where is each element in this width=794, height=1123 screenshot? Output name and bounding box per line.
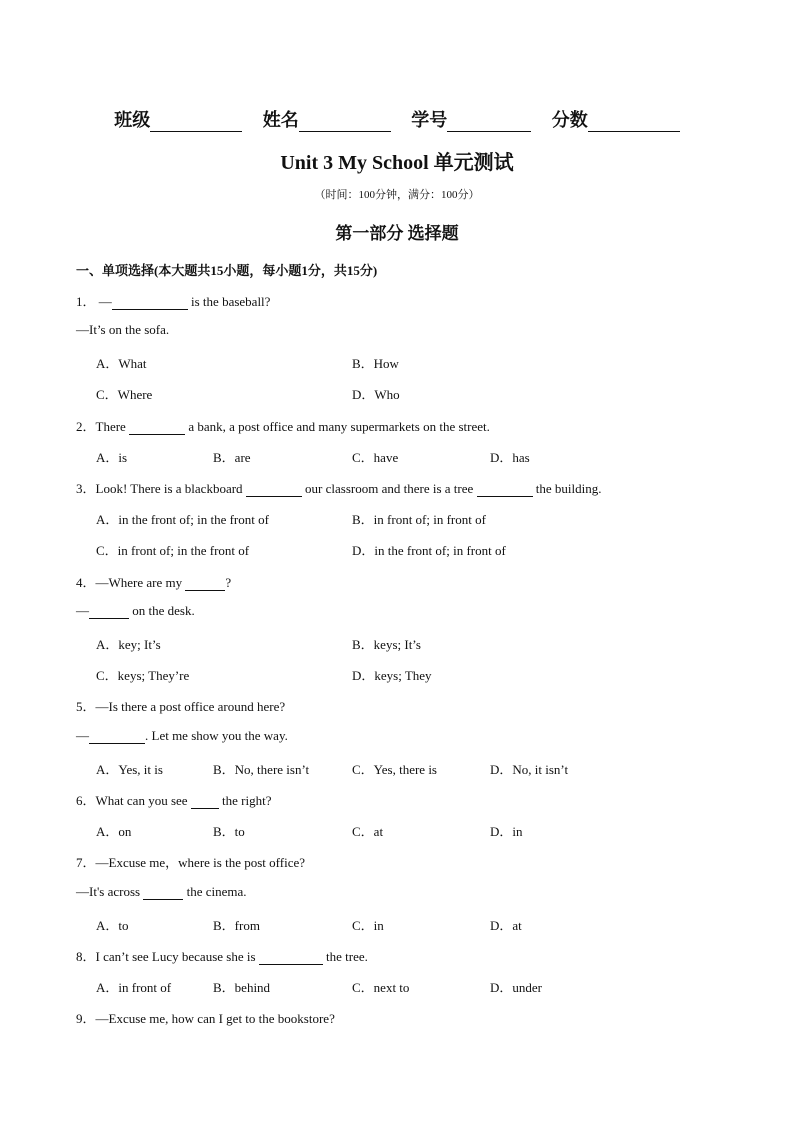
- exam-info: （时间：100分钟，满分：100分）: [314, 189, 480, 201]
- answer-blank[interactable]: [191, 794, 219, 809]
- option-d[interactable]: D．keys; They: [352, 668, 432, 683]
- question-4: 4．—Where are my ?: [76, 575, 232, 590]
- option-a[interactable]: A．key; It’s: [96, 637, 161, 652]
- option-d[interactable]: D．Who: [352, 387, 400, 402]
- option-b[interactable]: B．from: [213, 918, 260, 933]
- option-b[interactable]: B．to: [213, 824, 245, 839]
- answer-blank[interactable]: [477, 482, 533, 497]
- option-b[interactable]: B．are: [213, 450, 251, 465]
- option-d[interactable]: D．at: [490, 918, 522, 933]
- option-b[interactable]: B．No, there isn’t: [213, 762, 310, 777]
- question-1: 1． — is the baseball?: [76, 294, 271, 309]
- score-blank[interactable]: [588, 113, 680, 132]
- option-c[interactable]: C．in: [352, 918, 384, 933]
- option-a[interactable]: A．What: [96, 356, 147, 371]
- option-d[interactable]: D．in: [490, 824, 523, 839]
- answer-blank[interactable]: [89, 604, 129, 619]
- option-c[interactable]: C．keys; They’re: [96, 668, 190, 683]
- part-title: 第一部分 选择题: [335, 224, 459, 243]
- answer-blank[interactable]: [129, 420, 185, 435]
- option-c[interactable]: C．Yes, there is: [352, 762, 437, 777]
- option-b[interactable]: B．in front of; in front of: [352, 512, 486, 527]
- question-2: 2．There a bank, a post office and many supermarkets on the street.: [76, 419, 490, 434]
- page-title: Unit 3 My School 单元测试: [280, 152, 514, 174]
- option-c[interactable]: C．have: [352, 450, 399, 465]
- option-b[interactable]: B．How: [352, 356, 399, 371]
- option-d[interactable]: D．in the front of; in front of: [352, 543, 506, 558]
- question-7-reply: —It's across the cinema.: [76, 884, 247, 899]
- question-5-reply: — . Let me show you the way.: [76, 728, 288, 743]
- class-blank[interactable]: [150, 113, 242, 132]
- answer-blank[interactable]: [246, 482, 302, 497]
- option-c[interactable]: C．Where: [96, 387, 153, 402]
- question-5: 5．—Is there a post office around here?: [76, 699, 286, 714]
- question-4-reply: — on the desk.: [76, 603, 195, 618]
- answer-blank[interactable]: [259, 950, 323, 965]
- answer-blank[interactable]: [112, 295, 188, 310]
- question-8: 8．I can’t see Lucy because she is the tree.: [76, 949, 368, 964]
- answer-blank[interactable]: [185, 576, 225, 591]
- score-field[interactable]: 分数: [552, 106, 680, 132]
- question-6: 6．What can you see the right?: [76, 793, 272, 808]
- question-1-reply: —It’s on the sofa.: [76, 322, 170, 337]
- question-7: 7．—Excuse me，where is the post office?: [76, 855, 305, 870]
- option-d[interactable]: D．has: [490, 450, 530, 465]
- class-field[interactable]: 班级: [114, 106, 242, 132]
- option-a[interactable]: A．in front of: [96, 980, 172, 995]
- option-b[interactable]: B．keys; It’s: [352, 637, 421, 652]
- option-a[interactable]: A．on: [96, 824, 132, 839]
- answer-blank[interactable]: [89, 729, 145, 744]
- name-blank[interactable]: [299, 113, 391, 132]
- option-d[interactable]: D．No, it isn’t: [490, 762, 569, 777]
- answer-blank[interactable]: [143, 885, 183, 900]
- name-field[interactable]: 姓名: [263, 106, 391, 132]
- student-id-field[interactable]: 学号: [411, 106, 531, 132]
- option-c[interactable]: C．next to: [352, 980, 410, 995]
- option-b[interactable]: B．behind: [213, 980, 271, 995]
- question-3: 3．Look! There is a blackboard our classroom and there is a tree the building.: [76, 481, 602, 496]
- option-c[interactable]: C．at: [352, 824, 384, 839]
- option-c[interactable]: C．in front of; in the front of: [96, 543, 250, 558]
- student-id-blank[interactable]: [447, 113, 531, 132]
- option-d[interactable]: D．under: [490, 980, 542, 995]
- option-a[interactable]: A．Yes, it is: [96, 762, 163, 777]
- section-title: 一、单项选择(本大题共15小题，每小题1分，共15分): [76, 263, 378, 278]
- option-a[interactable]: A．to: [96, 918, 129, 933]
- student-info-header: [0, 106, 794, 132]
- question-9: 9．—Excuse me, how can I get to the bookstore?: [76, 1011, 335, 1026]
- option-a[interactable]: A．in the front of; in the front of: [96, 512, 269, 527]
- option-a[interactable]: A．is: [96, 450, 128, 465]
